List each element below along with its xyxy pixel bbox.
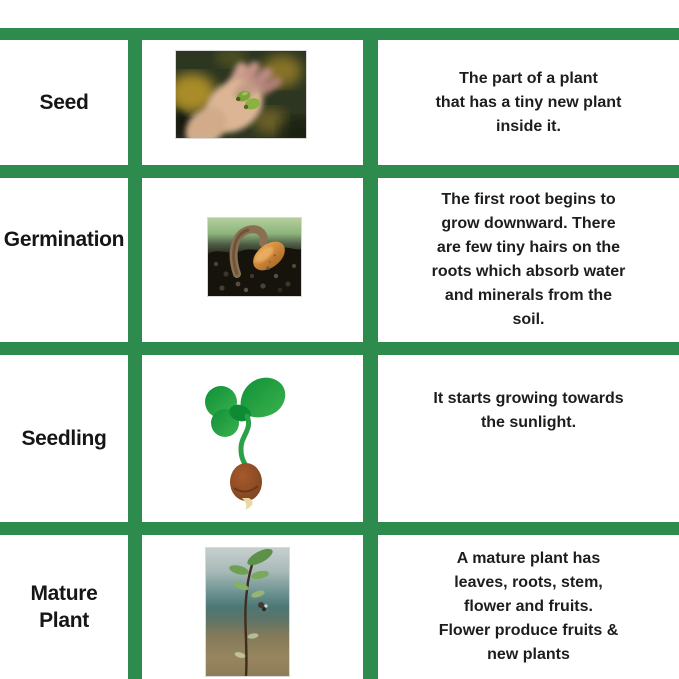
- seedling-illustration: [197, 360, 297, 510]
- stage-image-cell-mature-plant: [142, 535, 363, 679]
- seed-in-hand-graphic: [176, 51, 306, 138]
- description-line: Flower produce fruits &: [438, 622, 619, 639]
- description-line: leaves, roots, stem,: [454, 574, 603, 591]
- seed-in-hand-photo: [175, 50, 307, 139]
- germination-photo: [207, 217, 302, 297]
- grid-line-horizontal-3: [0, 342, 679, 355]
- stage-label-seedling: [0, 355, 128, 522]
- grid-line-horizontal-1: [0, 28, 679, 40]
- germination-graphic: [208, 218, 301, 296]
- stage-description-seed: [378, 40, 679, 165]
- stage-image-cell-germination: [142, 178, 363, 342]
- description-line: new plants: [487, 646, 570, 663]
- stage-label-text: Seed: [39, 90, 89, 114]
- stage-label-text: Seedling: [21, 426, 107, 450]
- description-line: The first root begins to: [441, 191, 616, 208]
- description-line: soil.: [512, 311, 545, 328]
- description-line: The part of a plant: [459, 69, 598, 87]
- description-line: that has a tiny new plant: [435, 93, 622, 111]
- stage-image-cell-seedling: [142, 355, 363, 522]
- description-line: and minerals from the: [444, 287, 613, 304]
- description-line: roots which absorb water: [431, 263, 626, 280]
- stage-label-mature-plant: [0, 535, 128, 679]
- stage-label-text: Germination: [3, 228, 125, 252]
- stage-label-seed: [0, 40, 128, 165]
- description-line: grow downward. There: [441, 215, 616, 232]
- description-line: inside it.: [496, 117, 561, 135]
- stage-description-mature-plant: [378, 535, 679, 679]
- description-line: flower and fruits.: [464, 598, 593, 615]
- grid-line-vertical-2: [363, 28, 378, 679]
- mature-plant-graphic: [206, 548, 289, 676]
- stage-description-germination: [378, 178, 679, 342]
- mature-plant-photo: [205, 547, 290, 677]
- stage-label-germination: [0, 178, 128, 342]
- grid-line-horizontal-4: [0, 522, 679, 535]
- stage-image-cell-seed: [142, 40, 363, 165]
- description-line: are few tiny hairs on the: [436, 239, 621, 256]
- description-line: It starts growing towards: [433, 390, 624, 407]
- stage-description-seedling: [378, 355, 679, 522]
- description-line: the sunlight.: [480, 414, 577, 431]
- grid-line-vertical-1: [128, 28, 142, 679]
- description-line: A mature plant has: [456, 550, 601, 567]
- grid-line-horizontal-2: [0, 165, 679, 178]
- stage-label-text: Mature Plant: [30, 581, 98, 632]
- seedling-graphic: [197, 360, 297, 510]
